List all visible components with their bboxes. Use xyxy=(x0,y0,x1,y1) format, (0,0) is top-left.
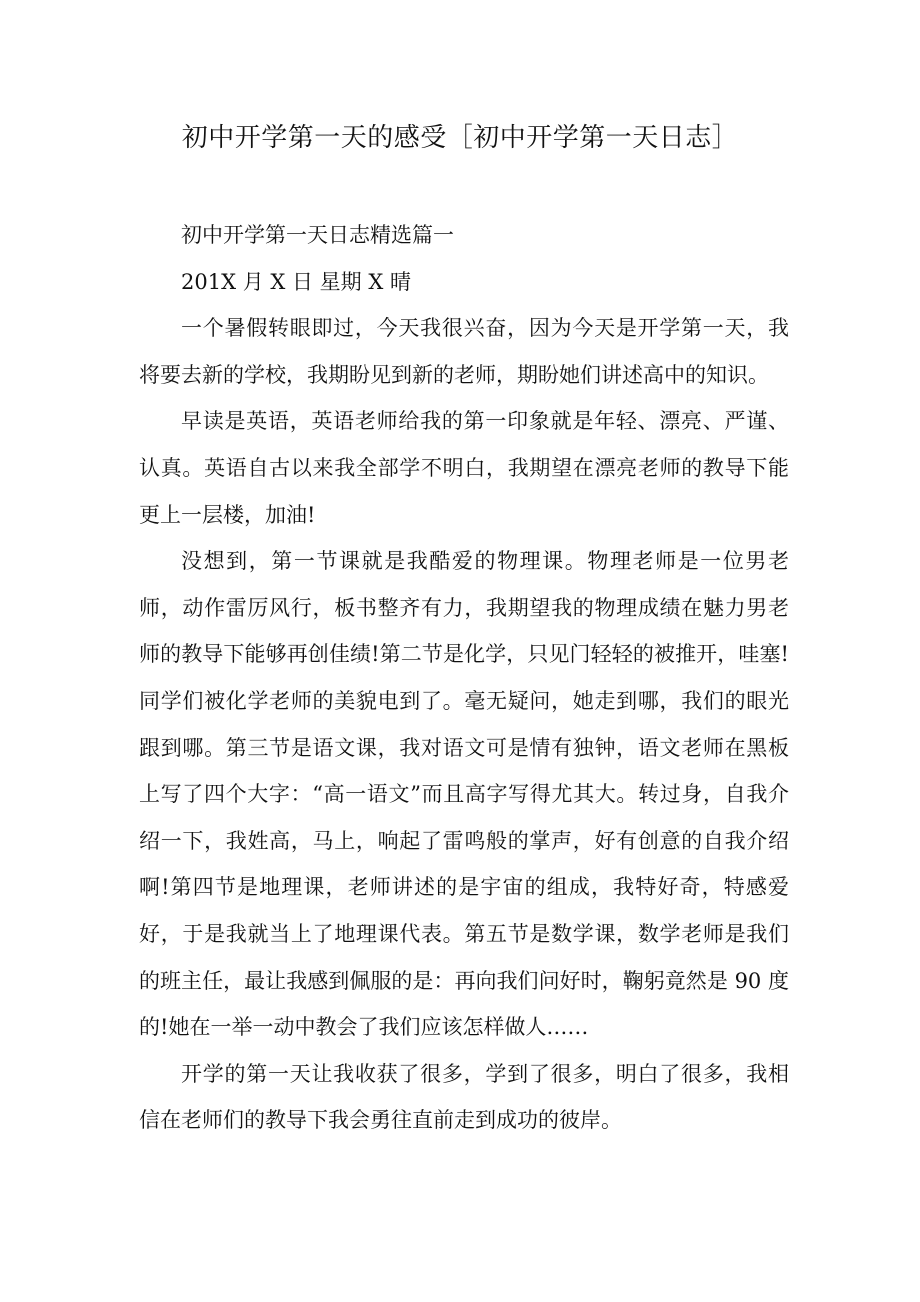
paragraph: 没想到，第一节课就是我酷爱的物理课。物理老师是一位男老师，动作雷厉风行，板书整齐有力，我期望我的物理成绩在魅力男老师的教导下能够再创佳绩!第二节是化学，只见门轻轻的被推开，哇塞!同学们被化学老师的美貌电到了。毫无疑问，她走到哪，我们的眼光跟到哪。第三节是语文课，我对语文可是情有独钟，语文老师在黑板上写了四个大字：“高一语文”而且高字写得尤其大。转过身，自我介绍一下，我姓高，马上，响起了雷鸣般的掌声，好有创意的自我介绍啊!第四节是地理课，老师讲述的是宇宙的组成，我特好奇，特感爱好，于是我就当上了地理课代表。第五节是数学课，数学老师是我们的班主任，最让我感到佩服的是：再向我们问好时，鞠躬竟然是 90 度的!她在一举一动中教会了我们应该怎样做人…… xyxy=(139,549,789,1040)
date-line: 201X 月 X 日 星期 X 晴 xyxy=(181,269,411,294)
paragraph: 开学的第一天让我收获了很多，学到了很多，明白了很多，我相信在老师们的教导下我会勇往直前走到成功的彼岸。 xyxy=(139,1061,789,1133)
section-heading: 初中开学第一天日志精选篇一 xyxy=(181,223,454,247)
paragraph: 一个暑假转眼即过，今天我很兴奋，因为今天是开学第一天，我将要去新的学校，我期盼见到新的老师，期盼她们讲述高中的知识。 xyxy=(139,316,789,387)
document-body xyxy=(139,212,789,1144)
document-title: 初中开学第一天的感受［初中开学第一天日志］ xyxy=(181,123,739,153)
paragraph: 早读是英语，英语老师给我的第一印象就是年轻、漂亮、严谨、认真。英语自古以来我全部学不明白，我期望在漂亮老师的教导下能更上一层楼，加油! xyxy=(139,409,789,527)
